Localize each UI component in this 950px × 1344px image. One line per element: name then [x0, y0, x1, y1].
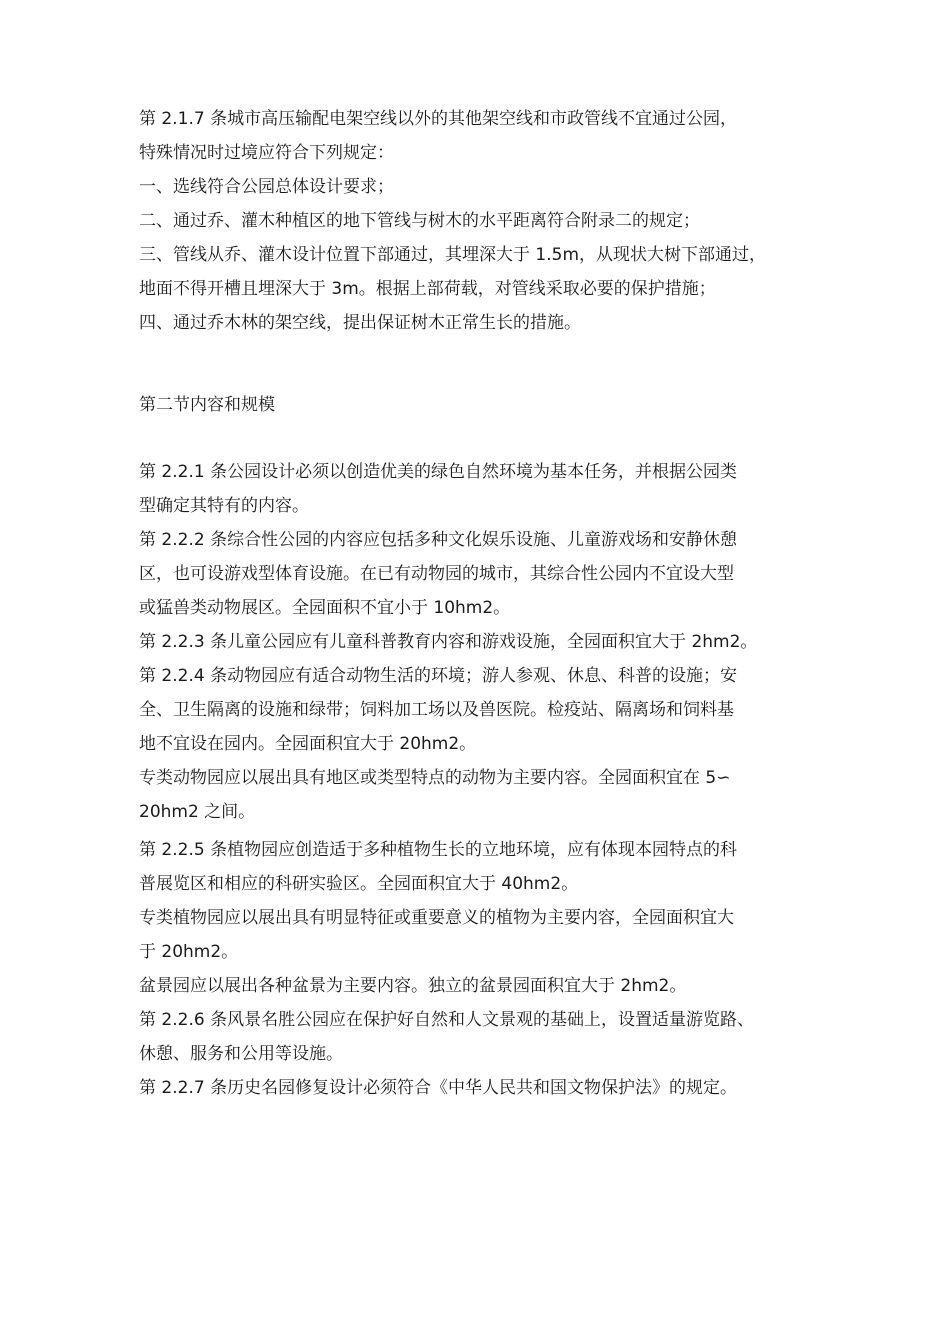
section-2-1-7 [139, 102, 829, 340]
paragraph-line: 型确定其特有的内容。 [139, 496, 309, 516]
paragraph-line: 休憩、服务和公用等设施。 [139, 1044, 343, 1064]
spacer [139, 422, 829, 455]
paragraph-line: 第 2.2.7 条历史名园修复设计必须符合《中华人民共和国文物保护法》的规定。 [139, 1078, 738, 1098]
paragraph-line: 特殊情况时过境应符合下列规定： [139, 143, 394, 163]
paragraph-line: 三、管线从乔、灌木设计位置下部通过，其埋深大于 1.5m，从现状大树下部通过， [139, 245, 766, 265]
spacer [139, 340, 829, 388]
paragraph-line: 地面不得开槽且埋深大于 3m。根据上部荷载，对管线采取必要的保护措施； [139, 279, 716, 299]
paragraph-line: 第 2.2.3 条儿童公园应有儿童科普教育内容和游戏设施，全园面积宜大于 2hm2。 [139, 632, 758, 652]
paragraph-line: 第 2.2.5 条植物园应创造适于多种植物生长的立地环境，应有体现本园特点的科 [139, 840, 738, 860]
paragraph-line: 专类动物园应以展出具有地区或类型特点的动物为主要内容。全园面积宜在 5∽ [139, 768, 731, 788]
paragraph-line: 地不宜设在园内。全园面积宜大于 20hm2。 [139, 734, 477, 754]
section-2-2-part-1 [139, 455, 829, 829]
paragraph-line: 二、通过乔、灌木种植区的地下管线与树木的水平距离符合附录二的规定； [139, 211, 700, 231]
paragraph-line: 或猛兽类动物展区。全园面积不宜小于 10hm2。 [139, 598, 511, 618]
paragraph-line: 全、卫生隔离的设施和绿带；饲料加工场以及兽医院。检疫站、隔离场和饲料基 [139, 700, 734, 720]
paragraph-line: 区，也可设游戏型体育设施。在已有动物园的城市，其综合性公园内不宜设大型 [139, 564, 734, 584]
section-heading: 第二节内容和规模 [139, 395, 275, 415]
paragraph-line: 于 20hm2。 [139, 942, 239, 962]
paragraph-line: 第 2.2.2 条综合性公园的内容应包括多种文化娱乐设施、儿童游戏场和安静休憩 [139, 530, 738, 550]
paragraph-line: 第 2.2.1 条公园设计必须以创造优美的绿色自然环境为基本任务，并根据公园类 [139, 462, 738, 482]
paragraph-line: 20hm2 之间。 [139, 802, 256, 822]
paragraph-line: 一、选线符合公园总体设计要求； [139, 177, 394, 197]
paragraph-line: 第 2.2.4 条动物园应有适合动物生活的环境；游人参观、休息、科普的设施；安 [139, 666, 738, 686]
section-2-2-part-2 [139, 833, 829, 1105]
paragraph-line: 专类植物园应以展出具有明显特征或重要意义的植物为主要内容，全园面积宜大 [139, 908, 734, 928]
paragraph-line: 第 2.1.7 条城市高压输配电架空线以外的其他架空线和市政管线不宜通过公园， [139, 109, 738, 129]
paragraph-line: 盆景园应以展出各种盆景为主要内容。独立的盆景园面积宜大于 2hm2。 [139, 976, 687, 996]
document-body [139, 102, 829, 1105]
paragraph-line: 普展览区和相应的科研实验区。全园面积宜大于 40hm2。 [139, 874, 579, 894]
paragraph-line: 四、通过乔木林的架空线，提出保证树木正常生长的措施。 [139, 313, 581, 333]
paragraph-line: 第 2.2.6 条风景名胜公园应在保护好自然和人文景观的基础上，设置适量游览路、 [139, 1010, 755, 1030]
